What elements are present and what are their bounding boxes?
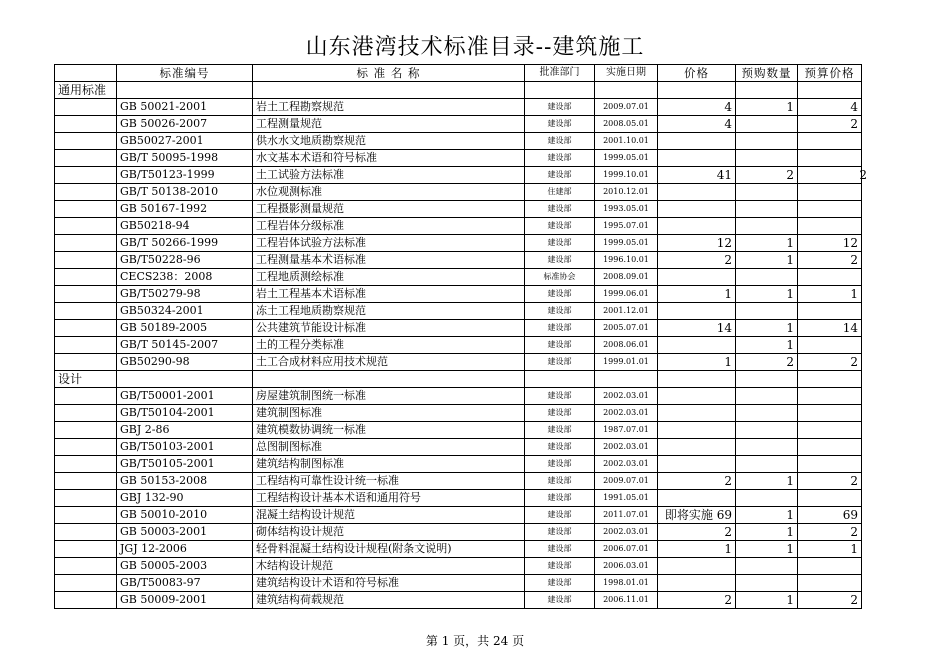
effective-date-cell: 2011.07.01 <box>595 507 658 524</box>
standard-name-cell: 土的工程分类标准 <box>253 337 525 354</box>
standard-code-cell: GB/T50104-2001 <box>117 405 253 422</box>
standard-name-cell: 水位观测标准 <box>253 184 525 201</box>
standard-name-cell: 公共建筑节能设计标准 <box>253 320 525 337</box>
price-cell: 即将实施 69 <box>658 507 736 524</box>
budget-price-cell <box>798 405 862 422</box>
standard-code-cell: GB 50167-1992 <box>117 201 253 218</box>
approval-dept-cell: 建设部 <box>525 303 595 320</box>
table-row <box>55 99 862 116</box>
effective-date-cell: 1999.05.01 <box>595 150 658 167</box>
approval-dept-cell: 建设部 <box>525 575 595 592</box>
table-row <box>55 422 862 439</box>
effective-date-cell: 2008.09.01 <box>595 269 658 286</box>
budget-price-cell <box>798 218 862 235</box>
standard-name-cell: 水文基本术语和符号标准 <box>253 150 525 167</box>
empty-cell <box>595 371 658 388</box>
effective-date-cell: 2001.12.01 <box>595 303 658 320</box>
price-cell: 2 <box>658 524 736 541</box>
effective-date-cell: 2009.07.01 <box>595 473 658 490</box>
budget-price-cell <box>798 133 862 150</box>
row-blank-cell <box>55 99 117 116</box>
price-cell <box>658 456 736 473</box>
row-blank-cell <box>55 133 117 150</box>
table-row <box>55 252 862 269</box>
empty-cell <box>595 82 658 99</box>
row-blank-cell <box>55 456 117 473</box>
table-row <box>55 337 862 354</box>
quantity-cell <box>736 490 798 507</box>
price-cell <box>658 269 736 286</box>
effective-date-cell: 2006.11.01 <box>595 592 658 609</box>
table-row <box>55 456 862 473</box>
empty-cell <box>658 371 736 388</box>
header-cell: 标准编号 <box>117 65 253 82</box>
table-row <box>55 439 862 456</box>
quantity-cell <box>736 405 798 422</box>
standard-code-cell: GB/T 50138-2010 <box>117 184 253 201</box>
budget-price-cell: 2 <box>798 252 862 269</box>
quantity-cell: 1 <box>736 337 798 354</box>
empty-cell <box>736 82 798 99</box>
approval-dept-cell: 建设部 <box>525 235 595 252</box>
approval-dept-cell: 建设部 <box>525 422 595 439</box>
quantity-cell <box>736 575 798 592</box>
section-row <box>55 371 862 388</box>
approval-dept-cell: 建设部 <box>525 592 595 609</box>
standard-code-cell: GB/T50103-2001 <box>117 439 253 456</box>
row-blank-cell <box>55 354 117 371</box>
header-cell: 标 准 名 称 <box>253 65 525 82</box>
standard-code-cell: GB 50003-2001 <box>117 524 253 541</box>
budget-price-cell <box>798 303 862 320</box>
standard-name-cell: 工程结构设计基本术语和通用符号 <box>253 490 525 507</box>
standard-code-cell: GB/T50001-2001 <box>117 388 253 405</box>
price-cell: 1 <box>658 541 736 558</box>
header-cell: 价格 <box>658 65 736 82</box>
table-row <box>55 405 862 422</box>
table-row <box>55 490 862 507</box>
row-blank-cell <box>55 201 117 218</box>
standard-code-cell: JGJ 12-2006 <box>117 541 253 558</box>
approval-dept-cell: 建设部 <box>525 286 595 303</box>
budget-price-cell <box>798 490 862 507</box>
quantity-cell <box>736 133 798 150</box>
approval-dept-cell: 建设部 <box>525 99 595 116</box>
standard-name-cell: 土工试验方法标准 <box>253 167 525 184</box>
standard-code-cell: GB 50021-2001 <box>117 99 253 116</box>
standard-code-cell: GB 50009-2001 <box>117 592 253 609</box>
standard-code-cell: CECS238：2008 <box>117 269 253 286</box>
approval-dept-cell: 建设部 <box>525 524 595 541</box>
section-label: 通用标准 <box>55 82 117 99</box>
price-cell <box>658 388 736 405</box>
quantity-cell <box>736 150 798 167</box>
quantity-cell: 1 <box>736 320 798 337</box>
standard-code-cell: GB 50010-2010 <box>117 507 253 524</box>
empty-cell <box>736 371 798 388</box>
empty-cell <box>117 371 253 388</box>
effective-date-cell: 1993.05.01 <box>595 201 658 218</box>
quantity-cell <box>736 422 798 439</box>
quantity-cell <box>736 456 798 473</box>
table-row <box>55 473 862 490</box>
price-cell: 1 <box>658 354 736 371</box>
row-blank-cell <box>55 303 117 320</box>
table-row <box>55 167 862 184</box>
standard-name-cell: 工程地质测绘标准 <box>253 269 525 286</box>
approval-dept-cell: 建设部 <box>525 490 595 507</box>
budget-price-cell <box>798 150 862 167</box>
table-row <box>55 150 862 167</box>
standard-name-cell: 轻骨料混凝土结构设计规程(附条文说明) <box>253 541 525 558</box>
approval-dept-cell: 建设部 <box>525 439 595 456</box>
effective-date-cell: 2002.03.01 <box>595 405 658 422</box>
row-blank-cell <box>55 490 117 507</box>
price-cell: 4 <box>658 99 736 116</box>
approval-dept-cell: 建设部 <box>525 116 595 133</box>
table-row <box>55 286 862 303</box>
standard-code-cell: GB50324-2001 <box>117 303 253 320</box>
quantity-cell: 1 <box>736 286 798 303</box>
standard-name-cell: 建筑模数协调统一标准 <box>253 422 525 439</box>
budget-price-cell: 1 <box>798 541 862 558</box>
table-row <box>55 116 862 133</box>
budget-price-cell <box>798 558 862 575</box>
row-blank-cell <box>55 218 117 235</box>
approval-dept-cell: 建设部 <box>525 150 595 167</box>
budget-price-cell: 2 <box>798 524 862 541</box>
quantity-cell <box>736 303 798 320</box>
standard-code-cell: GBJ 132-90 <box>117 490 253 507</box>
price-cell: 2 <box>658 473 736 490</box>
budget-price-cell <box>798 167 867 184</box>
header-cell: 批准部门 <box>525 65 595 82</box>
price-cell <box>658 337 736 354</box>
price-cell: 4 <box>658 116 736 133</box>
budget-price-cell <box>798 422 862 439</box>
budget-price-cell: 2 <box>798 354 862 371</box>
row-blank-cell <box>55 473 117 490</box>
price-cell <box>658 133 736 150</box>
approval-dept-cell: 建设部 <box>525 252 595 269</box>
approval-dept-cell: 建设部 <box>525 167 595 184</box>
standard-code-cell: GB50290-98 <box>117 354 253 371</box>
budget-price-cell: 4 <box>798 99 862 116</box>
effective-date-cell: 2008.05.01 <box>595 116 658 133</box>
standard-code-cell: GB/T50083-97 <box>117 575 253 592</box>
standard-code-cell: GB/T 50095-1998 <box>117 150 253 167</box>
standard-code-cell: GB/T50279-98 <box>117 286 253 303</box>
quantity-cell: 1 <box>736 592 798 609</box>
budget-price-cell: 2 <box>798 473 862 490</box>
budget-price-cell: 69 <box>798 507 862 524</box>
standard-name-cell: 房屋建筑制图统一标准 <box>253 388 525 405</box>
quantity-cell <box>736 388 798 405</box>
price-cell <box>658 422 736 439</box>
price-cell: 2 <box>658 252 736 269</box>
standard-name-cell: 岩土工程勘察规范 <box>253 99 525 116</box>
effective-date-cell: 1999.10.01 <box>595 167 658 184</box>
row-blank-cell <box>55 235 117 252</box>
price-cell <box>658 558 736 575</box>
table-row <box>55 575 862 592</box>
standard-name-cell: 工程结构可靠性设计统一标准 <box>253 473 525 490</box>
budget-price-cell: 2 <box>798 592 862 609</box>
empty-cell <box>658 82 736 99</box>
effective-date-cell: 1998.01.01 <box>595 575 658 592</box>
row-blank-cell <box>55 167 117 184</box>
budget-price-cell <box>798 439 862 456</box>
quantity-cell <box>736 218 798 235</box>
standard-name-cell: 总图制图标准 <box>253 439 525 456</box>
effective-date-cell: 1987.07.01 <box>595 422 658 439</box>
header-cell: 预购数量 <box>736 65 798 82</box>
approval-dept-cell: 建设部 <box>525 201 595 218</box>
budget-price-cell: 14 <box>798 320 862 337</box>
price-cell: 12 <box>658 235 736 252</box>
price-cell: 2 <box>658 592 736 609</box>
quantity-cell <box>736 184 798 201</box>
standard-name-cell: 岩土工程基本术语标准 <box>253 286 525 303</box>
effective-date-cell: 2001.10.01 <box>595 133 658 150</box>
standard-name-cell: 土工合成材料应用技术规范 <box>253 354 525 371</box>
table-row <box>55 354 862 371</box>
effective-date-cell: 2006.07.01 <box>595 541 658 558</box>
approval-dept-cell: 建设部 <box>525 218 595 235</box>
approval-dept-cell: 建设部 <box>525 405 595 422</box>
price-cell <box>658 150 736 167</box>
budget-price-cell <box>798 337 862 354</box>
page-footer: 第 1 页，共 24 页 <box>425 634 525 648</box>
quantity-cell: 1 <box>736 252 798 269</box>
quantity-cell <box>736 558 798 575</box>
row-blank-cell <box>55 184 117 201</box>
approval-dept-cell: 建设部 <box>525 320 595 337</box>
approval-dept-cell: 建设部 <box>525 473 595 490</box>
effective-date-cell: 1991.05.01 <box>595 490 658 507</box>
standard-code-cell: GB 50189-2005 <box>117 320 253 337</box>
empty-cell <box>253 82 525 99</box>
empty-cell <box>525 371 595 388</box>
header-cell <box>55 65 117 82</box>
standard-code-cell: GB/T 50145-2007 <box>117 337 253 354</box>
empty-cell <box>798 371 862 388</box>
effective-date-cell: 1995.07.01 <box>595 218 658 235</box>
table-row <box>55 133 862 150</box>
table-row <box>55 184 862 201</box>
row-blank-cell <box>55 405 117 422</box>
table-row <box>55 388 862 405</box>
budget-price-cell: 12 <box>798 235 862 252</box>
row-blank-cell <box>55 116 117 133</box>
budget-price-cell <box>798 575 862 592</box>
standard-name-cell: 工程测量规范 <box>253 116 525 133</box>
row-blank-cell <box>55 558 117 575</box>
approval-dept-cell: 建设部 <box>525 456 595 473</box>
quantity-cell: 1 <box>736 473 798 490</box>
section-label: 设计 <box>55 371 117 388</box>
effective-date-cell: 2002.03.01 <box>595 388 658 405</box>
effective-date-cell: 1999.06.01 <box>595 286 658 303</box>
effective-date-cell: 2005.07.01 <box>595 320 658 337</box>
price-cell: 14 <box>658 320 736 337</box>
approval-dept-cell: 建设部 <box>525 337 595 354</box>
effective-date-cell: 2010.12.01 <box>595 184 658 201</box>
budget-price-cell: 2 <box>798 116 862 133</box>
standard-name-cell: 建筑结构荷载规范 <box>253 592 525 609</box>
budget-value: 2 <box>859 168 867 182</box>
standard-code-cell: GB50027-2001 <box>117 133 253 150</box>
approval-dept-cell: 标准协会 <box>525 269 595 286</box>
quantity-cell: 1 <box>736 235 798 252</box>
price-cell <box>658 405 736 422</box>
table-header-row <box>55 65 862 82</box>
row-blank-cell <box>55 575 117 592</box>
standard-name-cell: 冻土工程地质勘察规范 <box>253 303 525 320</box>
budget-price-cell <box>798 388 862 405</box>
standard-code-cell: GB/T50123-1999 <box>117 167 253 184</box>
section-row <box>55 82 862 99</box>
price-cell <box>658 184 736 201</box>
approval-dept-cell: 住建部 <box>525 184 595 201</box>
price-cell <box>658 439 736 456</box>
standard-code-cell: GB/T 50266-1999 <box>117 235 253 252</box>
effective-date-cell: 1996.10.01 <box>595 252 658 269</box>
row-blank-cell <box>55 422 117 439</box>
table-row <box>55 269 862 286</box>
quantity-cell: 1 <box>736 507 798 524</box>
table-row <box>55 592 862 609</box>
table-row <box>55 524 862 541</box>
quantity-cell: 2 <box>736 167 798 184</box>
price-cell: 41 <box>658 167 736 184</box>
effective-date-cell: 2008.06.01 <box>595 337 658 354</box>
table-row <box>55 320 862 337</box>
table-row <box>55 558 862 575</box>
standard-name-cell: 建筑制图标准 <box>253 405 525 422</box>
row-blank-cell <box>55 252 117 269</box>
effective-date-cell: 2006.03.01 <box>595 558 658 575</box>
table-row <box>55 507 862 524</box>
table-row <box>55 218 862 235</box>
standard-code-cell: GB 50153-2008 <box>117 473 253 490</box>
approval-dept-cell: 建设部 <box>525 354 595 371</box>
empty-cell <box>525 82 595 99</box>
effective-date-cell: 1999.01.01 <box>595 354 658 371</box>
effective-date-cell: 2009.07.01 <box>595 99 658 116</box>
table-row <box>55 235 862 252</box>
table-row <box>55 201 862 218</box>
row-blank-cell <box>55 507 117 524</box>
price-cell <box>658 490 736 507</box>
effective-date-cell: 2002.03.01 <box>595 524 658 541</box>
quantity-cell <box>736 439 798 456</box>
approval-dept-cell: 建设部 <box>525 541 595 558</box>
effective-date-cell: 2002.03.01 <box>595 439 658 456</box>
price-cell <box>658 575 736 592</box>
standard-code-cell: GB 50026-2007 <box>117 116 253 133</box>
effective-date-cell: 2002.03.01 <box>595 456 658 473</box>
standard-name-cell: 建筑结构制图标准 <box>253 456 525 473</box>
budget-price-cell <box>798 269 862 286</box>
row-blank-cell <box>55 150 117 167</box>
standard-name-cell: 混凝土结构设计规范 <box>253 507 525 524</box>
price-cell <box>658 218 736 235</box>
empty-cell <box>117 82 253 99</box>
standard-name-cell: 工程摄影测量规范 <box>253 201 525 218</box>
row-blank-cell <box>55 286 117 303</box>
row-blank-cell <box>55 592 117 609</box>
budget-price-cell <box>798 184 862 201</box>
approval-dept-cell: 建设部 <box>525 133 595 150</box>
quantity-cell: 1 <box>736 541 798 558</box>
price-cell <box>658 201 736 218</box>
price-cell <box>658 303 736 320</box>
row-blank-cell <box>55 524 117 541</box>
standard-name-cell: 工程岩体分级标准 <box>253 218 525 235</box>
quantity-cell <box>736 116 798 133</box>
standard-code-cell: GB50218-94 <box>117 218 253 235</box>
quantity-cell <box>736 269 798 286</box>
standard-name-cell: 工程测量基本术语标准 <box>253 252 525 269</box>
standard-code-cell: GB/T50105-2001 <box>117 456 253 473</box>
approval-dept-cell: 建设部 <box>525 507 595 524</box>
standard-code-cell: GBJ 2-86 <box>117 422 253 439</box>
quantity-cell: 2 <box>736 354 798 371</box>
standard-name-cell: 供水水文地质勘察规范 <box>253 133 525 150</box>
standard-name-cell: 工程岩体试验方法标准 <box>253 235 525 252</box>
budget-price-cell <box>798 456 862 473</box>
row-blank-cell <box>55 320 117 337</box>
row-blank-cell <box>55 541 117 558</box>
standards-table <box>54 64 867 609</box>
approval-dept-cell: 建设部 <box>525 388 595 405</box>
standard-name-cell: 砌体结构设计规范 <box>253 524 525 541</box>
budget-price-cell: 1 <box>798 286 862 303</box>
approval-dept-cell: 建设部 <box>525 558 595 575</box>
standard-name-cell: 建筑结构设计术语和符号标准 <box>253 575 525 592</box>
quantity-cell <box>736 201 798 218</box>
page-title: 山东港湾技术标准目录--建筑施工 <box>305 35 645 60</box>
table-row <box>55 541 862 558</box>
price-cell: 1 <box>658 286 736 303</box>
standard-code-cell: GB 50005-2003 <box>117 558 253 575</box>
row-blank-cell <box>55 388 117 405</box>
header-cell: 实施日期 <box>595 65 658 82</box>
empty-cell <box>798 82 862 99</box>
effective-date-cell: 1999.05.01 <box>595 235 658 252</box>
row-blank-cell <box>55 337 117 354</box>
quantity-cell: 1 <box>736 99 798 116</box>
header-cell: 预算价格 <box>798 65 862 82</box>
table-row <box>55 303 862 320</box>
quantity-cell: 1 <box>736 524 798 541</box>
budget-price-cell <box>798 201 862 218</box>
standard-code-cell: GB/T50228-96 <box>117 252 253 269</box>
row-blank-cell <box>55 439 117 456</box>
empty-cell <box>253 371 525 388</box>
standard-name-cell: 木结构设计规范 <box>253 558 525 575</box>
row-blank-cell <box>55 269 117 286</box>
